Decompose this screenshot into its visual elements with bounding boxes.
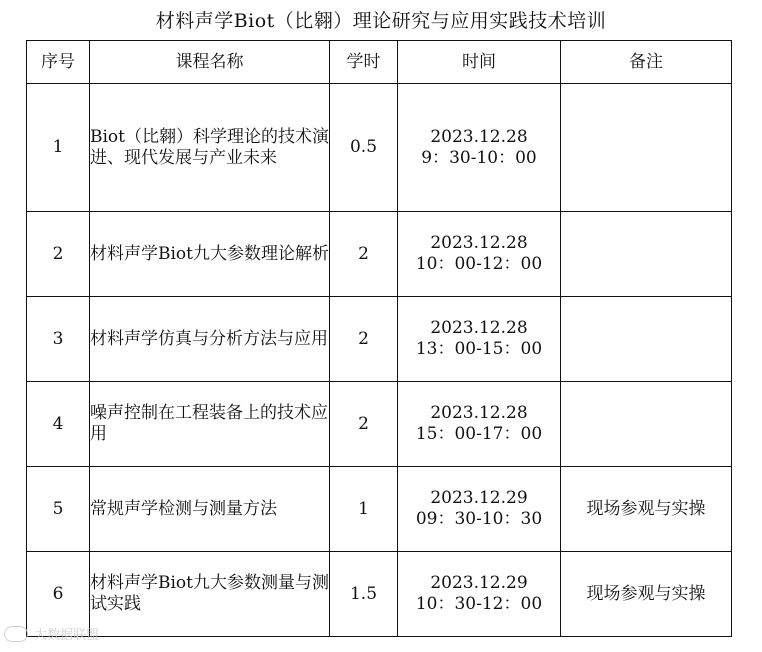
table-row	[27, 84, 732, 212]
cell-note	[561, 212, 732, 297]
cell-note: 现场参观与实操	[561, 552, 732, 637]
cell-period: 10：30-12：00	[415, 594, 543, 614]
cell-no: 6	[27, 552, 90, 637]
cell-note	[561, 382, 732, 467]
document-title: 材料声学Biot（比翱）理论研究与应用实践技术培训	[155, 10, 607, 32]
table-row	[27, 552, 732, 637]
cell-course-name: Biot（比翱）科学理论的技术演进、现代发展与产业未来	[90, 84, 330, 212]
cell-time	[398, 552, 561, 637]
cell-note	[561, 297, 732, 382]
cell-period: 09：30-10：30	[415, 509, 543, 529]
cell-time	[398, 382, 561, 467]
cell-time	[398, 467, 561, 552]
table-row	[27, 212, 732, 297]
cell-period: 9：30-10：00	[421, 147, 537, 168]
table-row	[27, 467, 732, 552]
cell-note	[561, 84, 732, 212]
cell-no: 4	[27, 382, 90, 467]
watermark-logo-icon	[4, 626, 28, 642]
header-course-name: 课程名称	[90, 41, 330, 84]
table-row	[27, 382, 732, 467]
cell-date: 2023.12.29	[430, 488, 528, 508]
cell-hours: 2	[330, 382, 398, 467]
cell-time	[398, 84, 561, 212]
cell-no: 2	[27, 212, 90, 297]
cell-hours: 1.5	[330, 552, 398, 637]
cell-period: 13：00-15：00	[415, 339, 543, 359]
cell-time	[398, 212, 561, 297]
cell-no: 3	[27, 297, 90, 382]
table-row	[27, 297, 732, 382]
header-note: 备注	[561, 41, 732, 84]
cell-hours: 2	[330, 212, 398, 297]
cell-course-name: 材料声学Biot九大参数理论解析	[90, 212, 330, 297]
cell-hours: 1	[330, 467, 398, 552]
cell-date: 2023.12.28	[430, 126, 528, 147]
header-no: 序号	[27, 41, 90, 84]
watermark-text: 大数据联盟	[34, 628, 100, 643]
cell-period: 15：00-17：00	[415, 424, 543, 444]
cell-date: 2023.12.28	[430, 318, 528, 338]
cell-date: 2023.12.29	[430, 573, 528, 593]
cell-course-name: 材料声学仿真与分析方法与应用	[90, 297, 330, 382]
watermark	[4, 624, 99, 643]
cell-note: 现场参观与实操	[561, 467, 732, 552]
cell-course-name: 材料声学Biot九大参数测量与测试实践	[90, 552, 330, 637]
cell-no: 5	[27, 467, 90, 552]
cell-period: 10：00-12：00	[415, 254, 543, 274]
table-header-row	[27, 41, 732, 84]
cell-time	[398, 297, 561, 382]
header-time: 时间	[398, 41, 561, 84]
cell-hours: 0.5	[330, 84, 398, 212]
cell-course-name: 常规声学检测与测量方法	[90, 467, 330, 552]
cell-course-name: 噪声控制在工程装备上的技术应用	[90, 382, 330, 467]
cell-date: 2023.12.28	[430, 233, 528, 253]
course-schedule-table	[26, 40, 732, 637]
cell-no: 1	[27, 84, 90, 212]
cell-hours: 2	[330, 297, 398, 382]
header-hours: 学时	[330, 41, 398, 84]
cell-date: 2023.12.28	[430, 403, 528, 423]
